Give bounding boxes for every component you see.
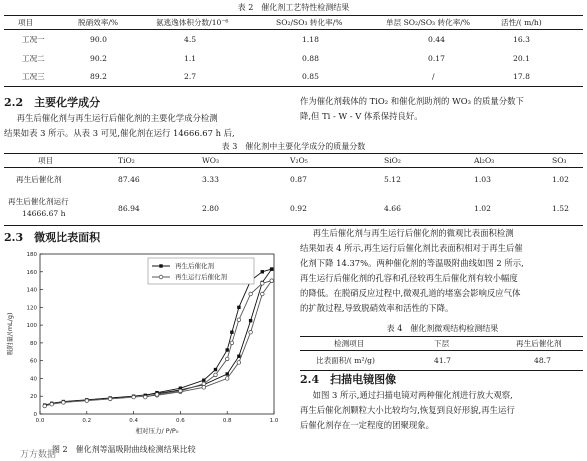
text-line: 降,但 Ti - W - V 体系保持良好。: [300, 111, 423, 121]
data-point: [261, 292, 265, 296]
table2-cell: 4.5: [184, 34, 197, 44]
table4-cell: 比表面积/( m²/g): [316, 356, 375, 365]
table4-header-row: [300, 337, 583, 351]
data-point: [62, 401, 66, 405]
y-tick-label: 100: [26, 323, 37, 330]
x-tick-label: 1.0: [269, 418, 279, 424]
data-point: [214, 368, 217, 371]
y-tick-label: 80: [30, 340, 37, 347]
table-row: [4, 192, 583, 226]
table4-header: 检测项目: [334, 339, 365, 348]
text-line: 再生后催化剂与再生运行后催化剂的微观比表面积检测: [312, 228, 514, 238]
table3-cell: 1.02: [474, 203, 491, 213]
section-2-2-heading: 2.2 主要化学成分: [4, 96, 101, 109]
x-tick-label: 0.2: [82, 418, 92, 424]
figure2-caption: 图 2 催化剂等温吸附曲线检测结果比较: [52, 445, 196, 454]
watermark: 万方数据: [20, 450, 57, 460]
table3-header: SiO₂: [384, 156, 401, 165]
y-tick-label: 140: [26, 287, 37, 294]
data-point: [249, 292, 253, 296]
table4-header: 再生后催化剂: [516, 339, 562, 348]
y-tick-label: 40: [30, 376, 37, 383]
y-tick-label: 180: [26, 252, 37, 258]
data-point: [159, 264, 162, 267]
section-2-3-text: [300, 226, 585, 316]
table4-cell: 48.7: [534, 356, 551, 365]
data-point: [144, 395, 148, 399]
text-line: 结果如表 3 所示。从表 3 可见,催化剂在运行 14666.67 h 后,: [4, 128, 235, 138]
table3-cell-line: 再生后催化剂运行: [8, 197, 69, 207]
table3-cell: 0.92: [290, 203, 307, 213]
y-axis-label: 吸附量/(mL/g): [6, 312, 14, 356]
text-line: 后催化剂存在一定程度的团聚现象。: [300, 420, 434, 430]
series-line-adsorption: [45, 269, 272, 405]
data-point: [202, 382, 206, 386]
table2-caption: 表 2 催化剂工艺特性检测结果: [237, 3, 350, 12]
x-tick-label: 0.8: [222, 418, 232, 424]
table2-cell: 0.85: [302, 72, 319, 82]
data-point: [237, 318, 241, 322]
table2-cell: 1.1: [184, 53, 197, 63]
table2-cell: 16.3: [513, 34, 530, 44]
table4: [300, 336, 583, 371]
table2: [4, 15, 583, 87]
series-line-adsorption: [45, 281, 272, 406]
table2-cell: 2.7: [184, 72, 197, 82]
table3-cell: 1.52: [552, 203, 569, 213]
table2-cell: 0.44: [428, 34, 445, 44]
text-line: 结果如表 4 所示,再生运行后催化剂比表面积相对于再生后催: [300, 243, 523, 253]
table2-cell: 0.17: [428, 53, 445, 63]
table3-header-row: [4, 154, 583, 168]
y-tick-label: 120: [26, 305, 37, 312]
text-line: 再生后催化剂颗粒大小比较均匀,恢复到良好形貌,再生运行: [300, 405, 515, 415]
table3-header: 项目: [38, 156, 54, 165]
table3-cell: 3.33: [202, 175, 219, 185]
data-point: [43, 404, 47, 408]
table3-header: SO₃: [552, 156, 567, 165]
section-2-4-heading: 2.4 扫描电镜图像: [300, 373, 397, 386]
table2-header: 项目: [18, 18, 34, 27]
table2-header: 活性/( m/h): [501, 18, 542, 27]
table3-cell: 再生后催化剂: [16, 175, 62, 185]
table3-cell: 4.66: [384, 203, 401, 213]
text-line: 作为催化剂载体的 TiO₂ 和催化剂助剂的 WO₃ 的质量分数下: [300, 96, 524, 106]
y-tick-label: 160: [26, 269, 37, 276]
data-point: [179, 389, 183, 393]
data-point: [237, 355, 240, 358]
data-point: [270, 267, 273, 270]
table3-cell-line: 14666.67 h: [22, 209, 66, 219]
table2-cell: 89.2: [90, 72, 107, 82]
table3-cell: 1.03: [474, 175, 491, 185]
table3-header: TiO₂: [118, 156, 135, 165]
data-point: [226, 372, 229, 375]
table3-cell: 1.02: [552, 175, 569, 185]
data-point: [50, 402, 54, 406]
table2-header: 单层 SO₂/SO₃ 转化率/%: [386, 18, 471, 27]
text-line: 如图 3 所示,通过扫描电镜对两种催化剂进行放大观察,: [312, 390, 513, 400]
series-line-desorption: [145, 281, 271, 397]
table3-cell: [4, 192, 104, 226]
data-point: [237, 306, 240, 309]
data-point: [249, 330, 253, 334]
table2-cell: /: [432, 72, 435, 82]
data-point: [132, 395, 136, 399]
legend-label: 再生后催化剂: [175, 262, 214, 270]
table4-header: 下层: [434, 339, 450, 348]
table2-header-row: [4, 16, 583, 30]
x-tick-label: 0.6: [176, 418, 185, 424]
y-tick-label: 20: [30, 394, 37, 401]
table2-cell: 1.18: [302, 34, 319, 44]
text-line: 再生后催化剂与再生运行后催化剂的主要化学成分检测: [16, 113, 218, 123]
data-point: [225, 357, 229, 361]
data-point: [249, 319, 252, 322]
data-point: [108, 397, 112, 401]
table-row: [300, 351, 583, 371]
table3-cell: 5.12: [384, 175, 401, 185]
table-row: [4, 49, 583, 68]
data-point: [214, 373, 218, 377]
data-point: [155, 393, 159, 397]
table3-cell: 86.94: [118, 203, 140, 213]
y-tick-label: 0: [33, 412, 37, 418]
x-tick-label: 0.0: [35, 418, 45, 424]
table-row: [4, 168, 583, 192]
data-point: [202, 386, 206, 390]
table2-cell: 工况二: [22, 53, 45, 63]
table4-caption: 表 4 催化剂微观结构检测结果: [386, 324, 499, 333]
table3-cell: 87.46: [118, 175, 140, 185]
table2-cell: 90.2: [90, 53, 107, 63]
data-point: [159, 275, 163, 279]
data-point: [261, 282, 265, 286]
table3-cell: 0.87: [290, 175, 307, 185]
table2-cell: 90.0: [90, 34, 107, 44]
data-point: [202, 379, 205, 382]
data-point: [85, 399, 89, 403]
table2-cell: 20.1: [513, 53, 530, 63]
table2-header: 氨逃逸体积分数/10⁻⁶: [156, 18, 229, 27]
text-line: 化剂下降 14.37%。两种催化剂的等温吸附曲线如图 2 所示,: [300, 258, 524, 268]
x-tick-label: 0.4: [129, 418, 138, 424]
text-line: 的降低。在脱硝反应过程中,微观孔道的堵塞会影响反应气体: [300, 288, 521, 298]
table2-cell: 0.88: [302, 53, 319, 63]
table4-cell: 41.7: [434, 356, 451, 365]
isotherm-chart: [2, 244, 290, 442]
table-row: [4, 68, 583, 87]
table3-cell: 2.80: [202, 203, 219, 213]
legend-label: 再生运行后催化剂: [175, 273, 227, 281]
table2-cell: 工况三: [22, 72, 45, 82]
table-row: [4, 30, 583, 49]
data-point: [270, 279, 274, 283]
table2-cell: 17.8: [513, 72, 530, 82]
table2-header: 脱硝效率/%: [78, 18, 119, 27]
x-axis-label: 相对压力/ P/P₀: [135, 427, 179, 435]
data-point: [226, 348, 229, 351]
table3-caption: 表 3 催化剂中主要化学成分的质量分数: [221, 142, 366, 151]
data-point: [225, 377, 229, 381]
section-2-3-heading: 2.3 微观比表面积: [4, 231, 101, 244]
data-point: [237, 361, 241, 365]
text-line: 再生运行后催化剂的孔容和孔径较再生后催化剂有较小幅度: [300, 273, 518, 283]
text-line: 的扩散过程,导致脱硝效率和活性的下降。: [300, 303, 454, 313]
section-2-4-text: [300, 388, 585, 433]
table3-header: WO₃: [202, 156, 220, 165]
table2-header: SO₂/SO₃ 转化率/%: [276, 18, 343, 27]
table2-cell: 工况一: [22, 34, 45, 44]
section-2-2-right-text: [300, 94, 585, 124]
table3-header: V₂O₅: [290, 156, 308, 165]
section-2-2-left-text: [4, 111, 294, 141]
data-point: [230, 331, 233, 334]
y-tick-label: 60: [30, 358, 37, 365]
data-point: [230, 341, 234, 345]
table3-header: Al₂O₃: [474, 156, 495, 165]
data-point: [261, 270, 264, 273]
table3: [4, 153, 583, 226]
